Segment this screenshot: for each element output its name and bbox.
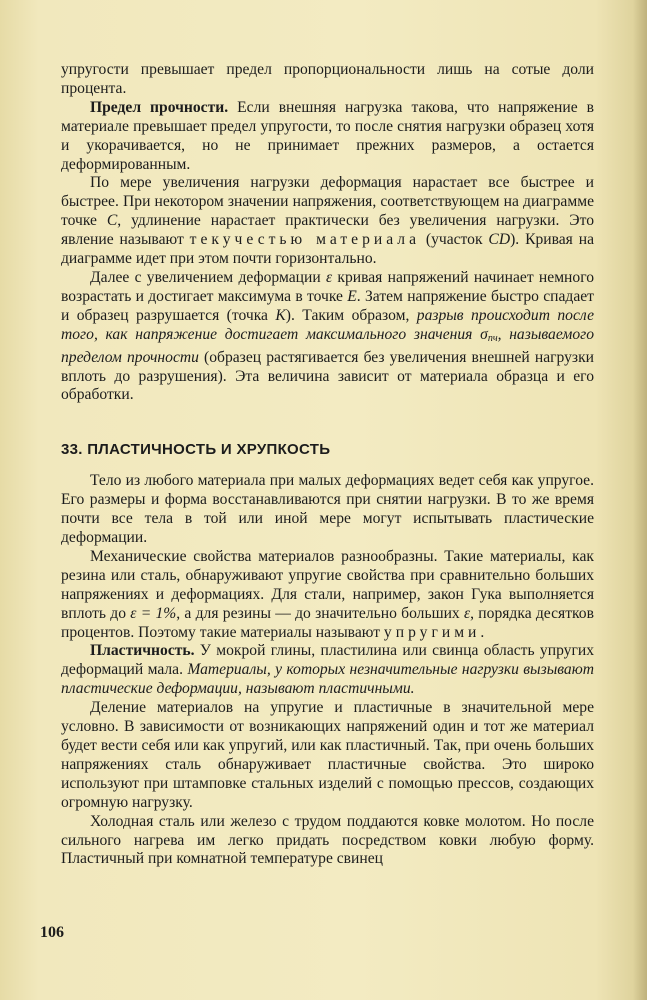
formula-hooke: ε = 1% xyxy=(130,604,177,622)
paragraph-plasticity: Пластичность. У мокрой глины, пластилина или свинца область упругих деформаций мала. Материалы, у которых незначительные нагрузки вызывают пластические деформации, называют пластичными. xyxy=(61,642,594,698)
point-k: K xyxy=(275,306,286,324)
term-plasticity: Пластичность. xyxy=(90,642,195,660)
page-number: 106 xyxy=(40,924,64,941)
paragraph-forging: Холодная сталь или железо с трудом поддаются ковке молотом. Но после сильного нагрева им легко придать посредством ковки любую форму. Пластичный при комнатной температуре свинец xyxy=(61,812,594,868)
point-e: E xyxy=(347,287,357,305)
paragraph-rupture: Далее с увеличением деформации ε кривая напряжений начинает немного возрастать и достигает максимума в точке E. Затем напряжение быстро спадает и образец разрушается (точка K). Таким образом, разрыв происходит после того, как напряжение достигает максимального значения $\sigma_{пч}$, называемого пределом прочности (образец растягивается без увеличения внешней нагрузки вплоть до разрушения). Эта величина зависит от материала образца и его обработки. xyxy=(61,268,595,404)
paragraph-plastic-intro: Тело из любого материала при малых деформациях ведет себя как упругое. Его размеры и форма восстанавливаются при снятии нагрузки. В то же время почти все тела в той или иной мере могут испытывать пластические деформации. xyxy=(61,472,594,547)
paragraph-yield-intro: упругости превышает предел пропорциональности лишь на сотые доли процента. xyxy=(61,61,594,97)
page-content xyxy=(61,61,594,869)
term-elastic: упругими xyxy=(383,623,481,641)
definition-strength: разрыв происходит после того, как напряжение достигает максимального значения $\sigma_{пч}$, называемого пределом прочности xyxy=(61,306,594,366)
paragraph-mechanical-props: Механические свойства материалов разнообразны. Такие материалы, как резина или сталь, обнаруживают упругие свойства при сравнительно больших напряжениях и деформациях. Для стали, например, закон Гука выполняется вплоть до ε = 1%, а для резины — до значительно больших ε, порядка десятков процентов. Поэтому такие материалы называют упругими. xyxy=(61,547,594,641)
section-heading: 33. ПЛАСТИЧНОСТЬ И ХРУПКОСТЬ xyxy=(61,441,331,459)
epsilon-symbol: ε xyxy=(325,268,333,286)
epsilon-symbol: ε xyxy=(463,604,471,622)
sigma-symbol: σ xyxy=(480,325,488,343)
sigma-subscript: пч xyxy=(487,332,498,344)
definition-plastic: Материалы, у которых незначительные нагрузки вызывают пластические деформации, называют пластичными. xyxy=(61,661,594,698)
segment-cd: CD xyxy=(488,231,511,249)
paragraph-yield: По мере увеличения нагрузки деформация нарастает все быстрее и быстрее. При некотором значении напряжения, соответствующем на диаграмме точке C, удлинение нарастает практически без увеличения нагрузки. Это явление называют текучестью материала (участок CD). Кривая на диаграмме идет при этом почти горизонтально. xyxy=(61,174,595,268)
point-c: C xyxy=(106,212,118,230)
term-ultimate-strength: Предел прочности. xyxy=(90,98,229,116)
paragraph-conditional-division: Деление материалов на упругие и пластичные в значительной мере условно. В зависимости от возникающих напряжений один и тот же материал будет вести себя или как упругий, или как пластичный. Так, при очень больших напряжениях сталь обнаруживает пластичные свойства. Это широко используют при штамповке стальных изделий с помощью прессов, создающих огромную нагрузку. xyxy=(61,699,594,811)
paragraph-ultimate-strength: Предел прочности. Если внешняя нагрузка такова, что напряжение в материале превышает предел упругости, то после снятия нагрузки образец хотя и укорачивается, но не принимает прежних размеров, а остается деформированным. xyxy=(61,98,594,173)
term-yield: текучестью материала xyxy=(189,231,420,249)
